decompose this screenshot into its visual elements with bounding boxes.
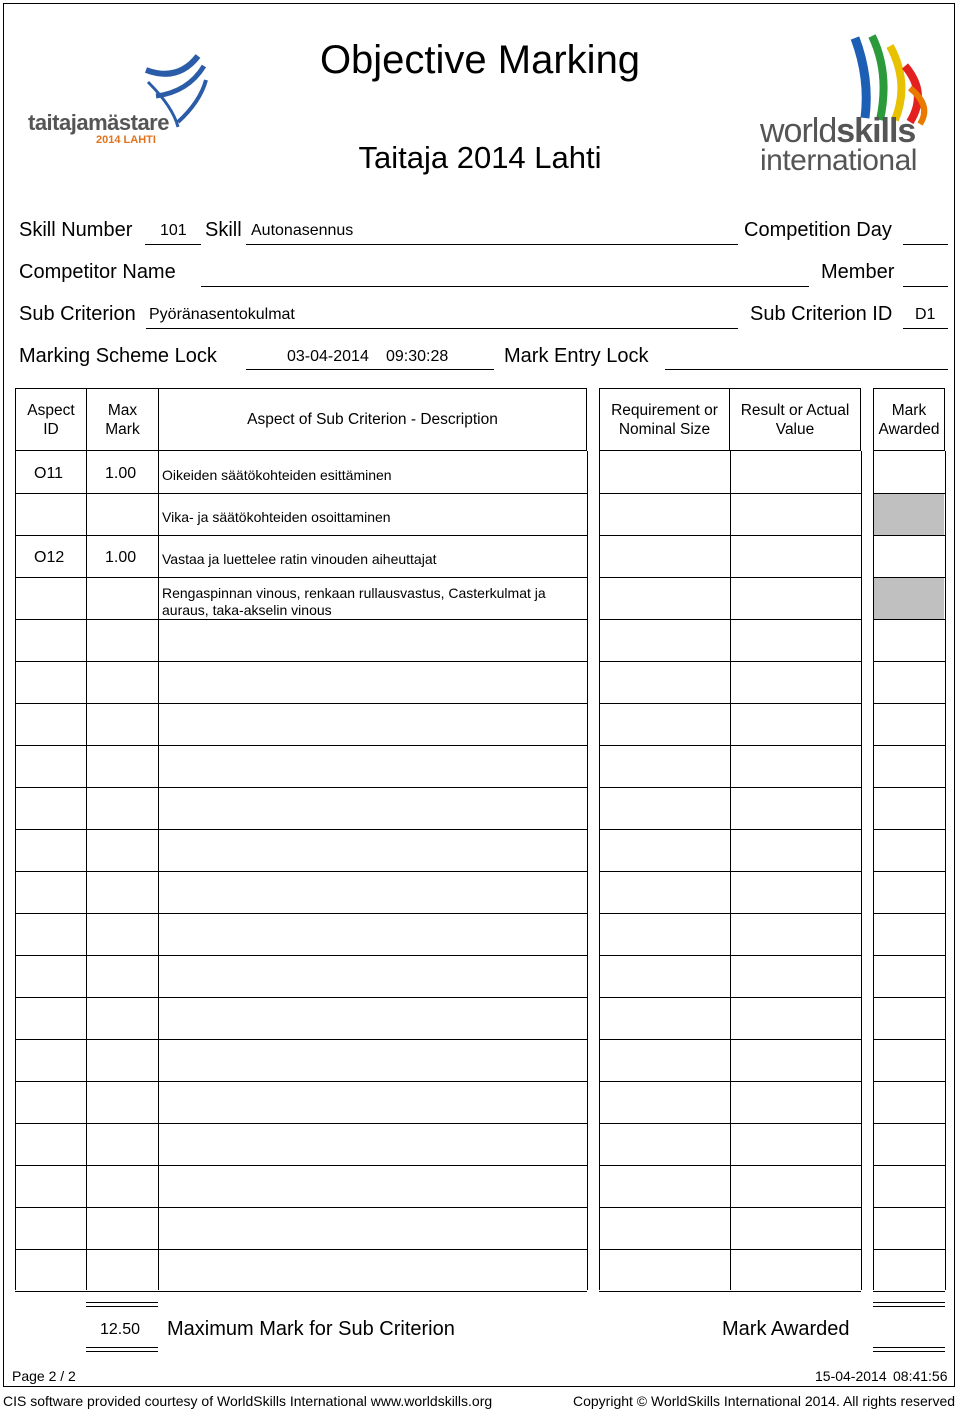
- member-label: Member: [821, 261, 895, 283]
- table-row-rule: [599, 1081, 861, 1082]
- table-row-rule: [158, 619, 587, 620]
- worldskills-logo-world: world: [760, 112, 837, 150]
- mark-awarded-cell: [874, 578, 944, 619]
- table-row-rule: [158, 1207, 587, 1208]
- table-row-rule: [599, 493, 861, 494]
- table-row-rule: [873, 1249, 945, 1250]
- table-row-rule: [15, 535, 159, 536]
- table-row-rule: [15, 1039, 159, 1040]
- sub-criterion-label: Sub Criterion: [19, 303, 136, 325]
- table-row-rule: [158, 1039, 587, 1040]
- table-row-rule: [15, 577, 159, 578]
- table-row-rule: [158, 829, 587, 830]
- description-o12-detail-1: Rengaspinnan vinous, renkaan rullausvastus, Casterkulmat ja: [162, 585, 546, 601]
- aspect-id-o12: O12: [34, 549, 65, 566]
- marking-scheme-lock-label: Marking Scheme Lock: [19, 345, 217, 367]
- table-row-rule: [599, 955, 861, 956]
- table-row-rule: [158, 493, 587, 494]
- mark-awarded-cell[interactable]: [874, 452, 944, 493]
- skill-value: Autonasennus: [251, 222, 354, 239]
- header-requirement: Requirement or Nominal Size: [599, 388, 730, 451]
- table-row-rule: [873, 1039, 945, 1040]
- table-row-rule: [599, 829, 861, 830]
- table-row-rule: [873, 619, 945, 620]
- table-row-rule: [599, 1249, 861, 1250]
- table-row-rule: [599, 745, 861, 746]
- mark-awarded-label: Mark Awarded: [722, 1318, 850, 1340]
- description-o11: Oikeiden säätökohteiden esittäminen: [162, 467, 392, 483]
- table-row-rule: [15, 787, 159, 788]
- description-o12-detail-2: auraus, taka-akselin vinous: [162, 602, 332, 618]
- table-row-rule: [599, 1291, 861, 1292]
- sub-criterion-id-label: Sub Criterion ID: [750, 303, 893, 325]
- table-row-rule: [599, 1123, 861, 1124]
- table-row-rule: [158, 745, 587, 746]
- table-row-rule: [158, 1165, 587, 1166]
- max-mark-o11: 1.00: [105, 465, 137, 482]
- table-row-rule: [599, 871, 861, 872]
- description-o11-detail: Vika- ja säätökohteiden osoittaminen: [162, 509, 391, 525]
- table-row-rule: [158, 661, 587, 662]
- table-row-rule: [873, 1123, 945, 1124]
- table-row-rule: [158, 577, 587, 578]
- awarded-rule-bottom-2: [873, 1351, 945, 1352]
- table-row-rule: [873, 787, 945, 788]
- awarded-rule-top-2: [873, 1306, 945, 1307]
- sub-criterion-id-value: D1: [915, 306, 936, 323]
- copyright: Copyright © WorldSkills International 2014. All rights reserved: [573, 1393, 956, 1409]
- worldskills-logo-skills: skills: [836, 112, 916, 150]
- table-row-rule: [599, 535, 861, 536]
- table-row-rule: [873, 1291, 945, 1292]
- software-credit: CIS software provided courtesy of WorldSkills International www.worldskills.org: [3, 1393, 493, 1409]
- table-row-rule: [15, 661, 159, 662]
- table-vertical-rule: [861, 451, 862, 1290]
- skill-label: Skill: [205, 219, 242, 241]
- table-row-rule: [15, 829, 159, 830]
- table-row-rule: [158, 997, 587, 998]
- taitaja-logo-text: taitajamästare: [28, 110, 169, 135]
- table-row-rule: [599, 997, 861, 998]
- max-total-value: 12.50: [100, 1321, 141, 1338]
- table-row-rule: [15, 997, 159, 998]
- table-row-rule: [15, 493, 159, 494]
- table-row-rule: [158, 1123, 587, 1124]
- table-row-rule: [15, 1081, 159, 1082]
- table-row-rule: [599, 577, 861, 578]
- table-row-rule: [158, 1291, 587, 1292]
- table-row-rule: [158, 1249, 587, 1250]
- table-row-rule: [15, 1165, 159, 1166]
- max-mark-label: Maximum Mark for Sub Criterion: [167, 1318, 455, 1340]
- awarded-rule-bottom: [873, 1347, 945, 1348]
- table-row-rule: [873, 913, 945, 914]
- max-mark-o12: 1.00: [105, 549, 137, 566]
- max-total-rule-top-2: [86, 1306, 158, 1307]
- table-row-rule: [15, 745, 159, 746]
- awarded-rule-top: [873, 1302, 945, 1303]
- table-row-rule: [873, 955, 945, 956]
- aspect-id-o11: O11: [34, 465, 64, 482]
- page-subtitle: Taitaja 2014 Lahti: [358, 140, 602, 175]
- table-vertical-rule: [945, 451, 946, 1290]
- mark-awarded-cell[interactable]: [874, 536, 944, 577]
- table-vertical-rule: [587, 451, 588, 1290]
- table-row-rule: [15, 871, 159, 872]
- table-row-rule: [158, 871, 587, 872]
- worldskills-logo-international: international: [760, 144, 917, 177]
- sub-criterion-value: Pyöränasentokulmat: [149, 306, 295, 323]
- competition-day-label: Competition Day: [744, 219, 892, 241]
- table-row-rule: [15, 1291, 159, 1292]
- description-o12: Vastaa ja luettelee ratin vinouden aiheuttajat: [162, 551, 437, 567]
- table-row-rule: [599, 703, 861, 704]
- printed-date: 15-04-2014: [815, 1368, 887, 1384]
- mark-awarded-cell: [874, 494, 944, 535]
- mark-entry-lock-label: Mark Entry Lock: [504, 345, 649, 367]
- table-row-rule: [873, 661, 945, 662]
- header-description: Aspect of Sub Criterion - Description: [158, 388, 587, 451]
- marking-scheme-lock-time: 09:30:28: [386, 348, 449, 365]
- table-row-rule: [158, 703, 587, 704]
- table-row-rule: [158, 535, 587, 536]
- table-row-rule: [158, 787, 587, 788]
- table-row-rule: [15, 955, 159, 956]
- table-row-rule: [599, 661, 861, 662]
- max-total-rule-top: [86, 1302, 158, 1303]
- table-row-rule: [599, 1207, 861, 1208]
- table-row-rule: [873, 1165, 945, 1166]
- table-row-rule: [599, 1165, 861, 1166]
- header-aspect-id: Aspect ID: [15, 388, 87, 451]
- table-row-rule: [15, 619, 159, 620]
- table-row-rule: [15, 913, 159, 914]
- table-row-rule: [873, 745, 945, 746]
- table-row-rule: [599, 619, 861, 620]
- table-row-rule: [15, 1123, 159, 1124]
- skill-number-value: 101: [160, 222, 187, 239]
- table-row-rule: [873, 997, 945, 998]
- max-total-rule-bottom: [86, 1347, 158, 1348]
- table-row-rule: [599, 1039, 861, 1040]
- table-row-rule: [873, 829, 945, 830]
- table-row-rule: [158, 1081, 587, 1082]
- table-row-rule: [599, 787, 861, 788]
- max-total-rule-bottom-2: [86, 1351, 158, 1352]
- header-result: Result or Actual Value: [729, 388, 861, 451]
- page-title: Objective Marking: [319, 38, 641, 82]
- table-row-rule: [599, 913, 861, 914]
- table-row-rule: [15, 1249, 159, 1250]
- marking-scheme-lock-date: 03-04-2014: [287, 348, 369, 365]
- header-max-mark: Max Mark: [86, 388, 159, 451]
- table-row-rule: [158, 955, 587, 956]
- printed-time: 08:41:56: [893, 1368, 948, 1384]
- competitor-name-label: Competitor Name: [19, 261, 176, 283]
- taitaja-logo-year: 2014 LAHTI: [96, 134, 156, 146]
- header-mark-awarded: Mark Awarded: [873, 388, 945, 451]
- table-row-rule: [873, 1081, 945, 1082]
- table-row-rule: [15, 1207, 159, 1208]
- page-number: Page 2 / 2: [12, 1368, 76, 1384]
- table-row-rule: [873, 703, 945, 704]
- skill-number-label: Skill Number: [19, 219, 133, 241]
- table-row-rule: [873, 1207, 945, 1208]
- table-row-rule: [15, 703, 159, 704]
- table-row-rule: [873, 871, 945, 872]
- table-row-rule: [158, 913, 587, 914]
